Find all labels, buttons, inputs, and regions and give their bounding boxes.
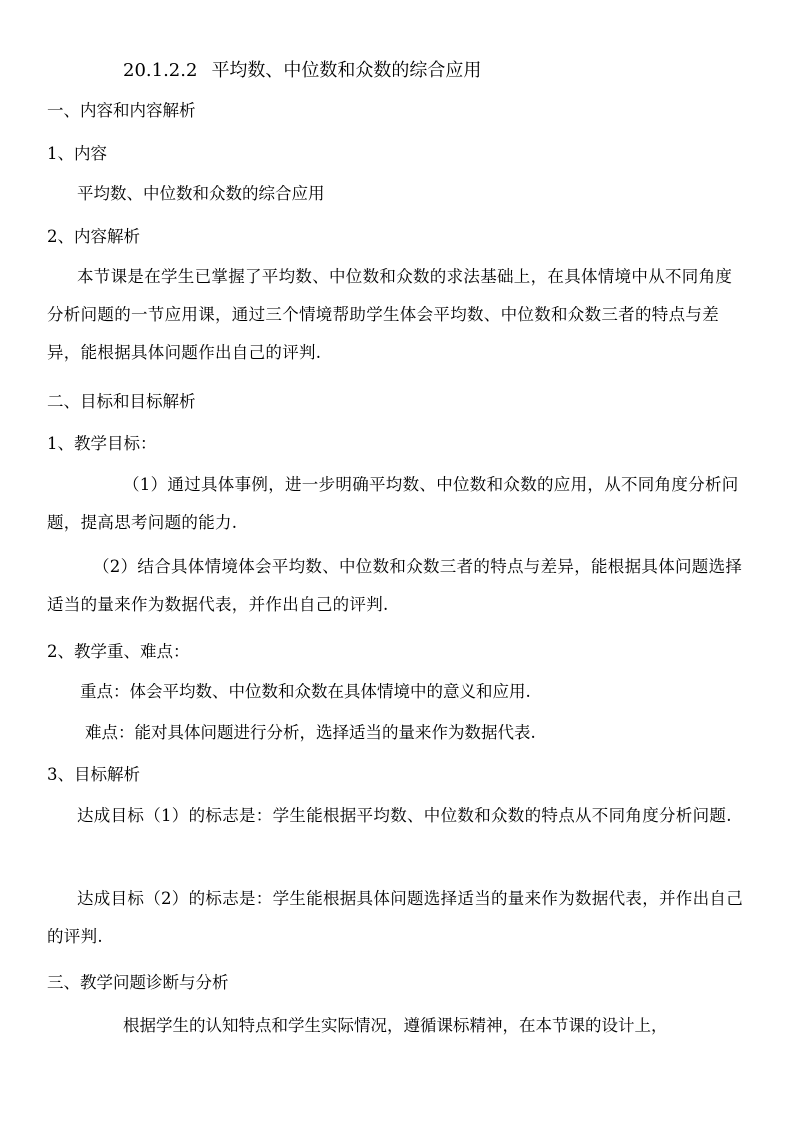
- section-2-sub-2: 2、教学重、难点：: [47, 642, 190, 661]
- goal-analysis-2: 达成目标（2）的标志是：学生能根据具体问题选择适当的量来作为数据代表，并作出自己的评判.: [47, 889, 743, 946]
- goal-2: （2）结合具体情境体会平均数、中位数和众数三者的特点与差异，能根据具体问题选择适当的量来作为数据代表，并作出自己的评判.: [47, 557, 743, 614]
- title-text: 平均数、中位数和众数的综合应用: [211, 60, 482, 81]
- difficulty-point: 难点：能对具体问题进行分析，选择适当的量来作为数据代表.: [85, 723, 536, 742]
- goal-analysis-1: 达成目标（1）的标志是：学生能根据平均数、中位数和众数的特点从不同角度分析问题.: [77, 806, 732, 825]
- section-1-heading: 一、内容和内容解析: [47, 101, 196, 120]
- goal-1: （1）通过具体事例，进一步明确平均数、中位数和众数的应用，从不同角度分析问题，提高思考问题的能力.: [47, 475, 739, 532]
- key-point: 重点：体会平均数、中位数和众数在具体情境中的意义和应用.: [80, 682, 531, 701]
- section-1-analysis: 本节课是在学生已掌握了平均数、中位数和众数的求法基础上，在具体情境中从不同角度分析问题的一节应用课，通过三个情境帮助学生体会平均数、中位数和众数三者的特点与差异，能根据具体问题作出自己的评判.: [47, 267, 733, 362]
- title-number: 20.1.2.2: [123, 60, 198, 81]
- section-3-text: 根据学生的认知特点和学生实际情况，遵循课标精神，在本节课的设计上，: [123, 1016, 668, 1035]
- section-1-sub-2: 2、内容解析: [47, 227, 140, 246]
- section-2-heading: 二、目标和目标解析: [47, 392, 196, 411]
- section-2-sub-3: 3、目标解析: [47, 765, 140, 784]
- section-1-content: 平均数、中位数和众数的综合应用: [77, 184, 325, 203]
- section-1-sub-1: 1、内容: [47, 144, 107, 163]
- page-title: [123, 60, 481, 82]
- section-3-heading: 三、教学问题诊断与分析: [47, 973, 229, 992]
- section-2-sub-1: 1、教学目标：: [47, 434, 157, 453]
